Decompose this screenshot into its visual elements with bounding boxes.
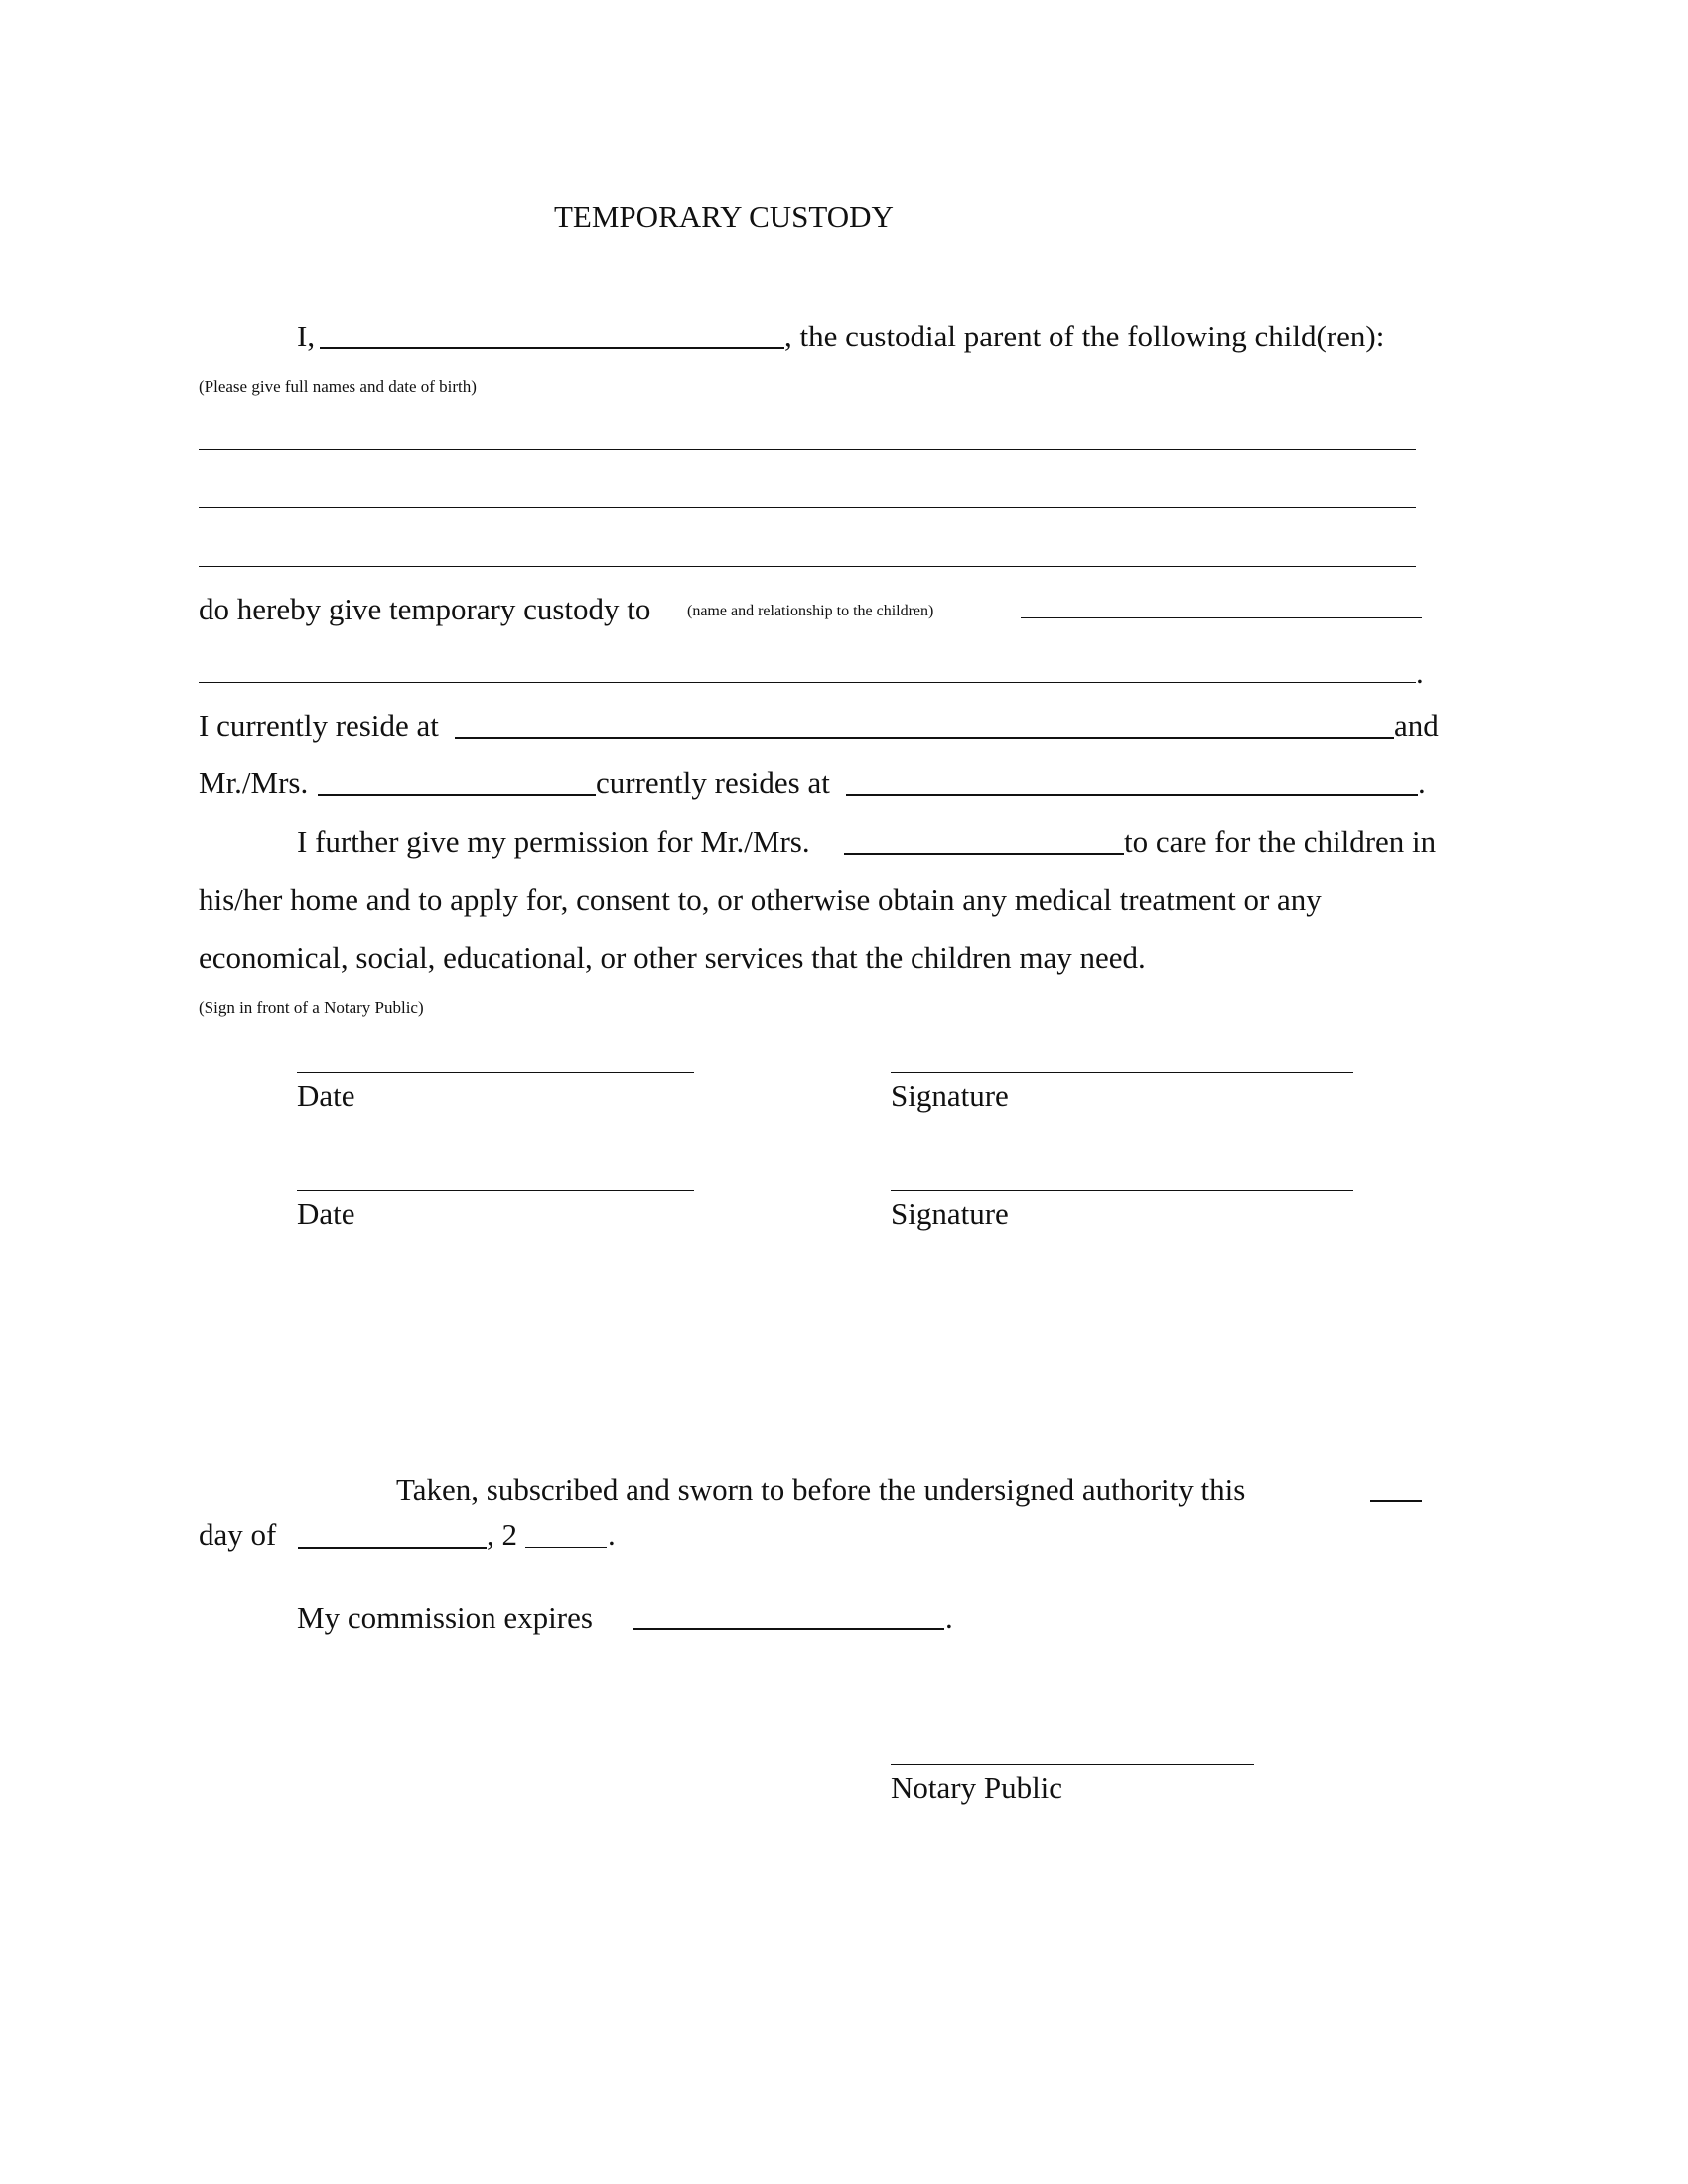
notary-signature-field[interactable] (891, 1764, 1254, 1765)
parent-prefix: I, (297, 319, 316, 353)
child-field-2[interactable] (199, 507, 1416, 508)
permission-name-field[interactable] (844, 853, 1124, 855)
notary-public-label: Notary Public (891, 1770, 1063, 1805)
sign-note: (Sign in front of a Notary Public) (199, 998, 424, 1017)
custodian-period: . (1416, 655, 1424, 690)
permission-prefix: I further give my permission for Mr./Mrs. (297, 824, 810, 859)
reside-prefix: I currently reside at (199, 708, 439, 743)
custody-text: do hereby give temporary custody to (199, 592, 651, 626)
custodian-field-continued[interactable] (199, 682, 1416, 683)
parent-name-field[interactable] (320, 347, 784, 349)
commission-label: My commission expires (297, 1600, 593, 1635)
custodian-field[interactable] (1021, 617, 1422, 618)
permission-line-2: his/her home and to apply for, consent to, or otherwise obtain any medical treatment or any (199, 883, 1322, 917)
child-field-1[interactable] (199, 449, 1416, 450)
sworn-day-field[interactable] (1370, 1500, 1422, 1502)
mrmrs-prefix: Mr./Mrs. (199, 765, 309, 800)
mrmrs-period: . (1418, 765, 1426, 800)
signature-field-1[interactable] (891, 1072, 1353, 1073)
date-label-1: Date (297, 1078, 355, 1113)
custody-note: (name and relationship to the children) (687, 603, 934, 619)
signature-field-2[interactable] (891, 1190, 1353, 1191)
commission-period: . (945, 1600, 953, 1635)
date-field-2[interactable] (297, 1190, 694, 1191)
permission-suffix: to care for the children in (1124, 824, 1437, 859)
signature-label-2: Signature (891, 1196, 1009, 1231)
commission-field[interactable] (633, 1628, 944, 1630)
permission-line-3: economical, social, educational, or other services that the children may need. (199, 940, 1146, 975)
mrmrs-address-field[interactable] (846, 794, 1418, 796)
parent-suffix: , the custodial parent of the following child(ren): (784, 319, 1385, 353)
sworn-text: Taken, subscribed and sworn to before the undersigned authority this (396, 1472, 1246, 1507)
mrmrs-middle: currently resides at (596, 765, 830, 800)
year-period: . (608, 1517, 616, 1552)
date-field-1[interactable] (297, 1072, 694, 1073)
child-field-3[interactable] (199, 566, 1416, 567)
signature-label-1: Signature (891, 1078, 1009, 1113)
reside-address-field[interactable] (455, 737, 1394, 739)
reside-suffix: and (1394, 708, 1439, 743)
day-of-label: day of (199, 1517, 277, 1552)
year-prefix: , 2 (487, 1517, 517, 1552)
page-title: TEMPORARY CUSTODY (554, 200, 894, 234)
month-field[interactable] (298, 1547, 487, 1549)
date-label-2: Date (297, 1196, 355, 1231)
year-field[interactable] (525, 1547, 607, 1548)
mrmrs-name-field[interactable] (318, 794, 596, 796)
children-note: (Please give full names and date of birth) (199, 377, 477, 396)
